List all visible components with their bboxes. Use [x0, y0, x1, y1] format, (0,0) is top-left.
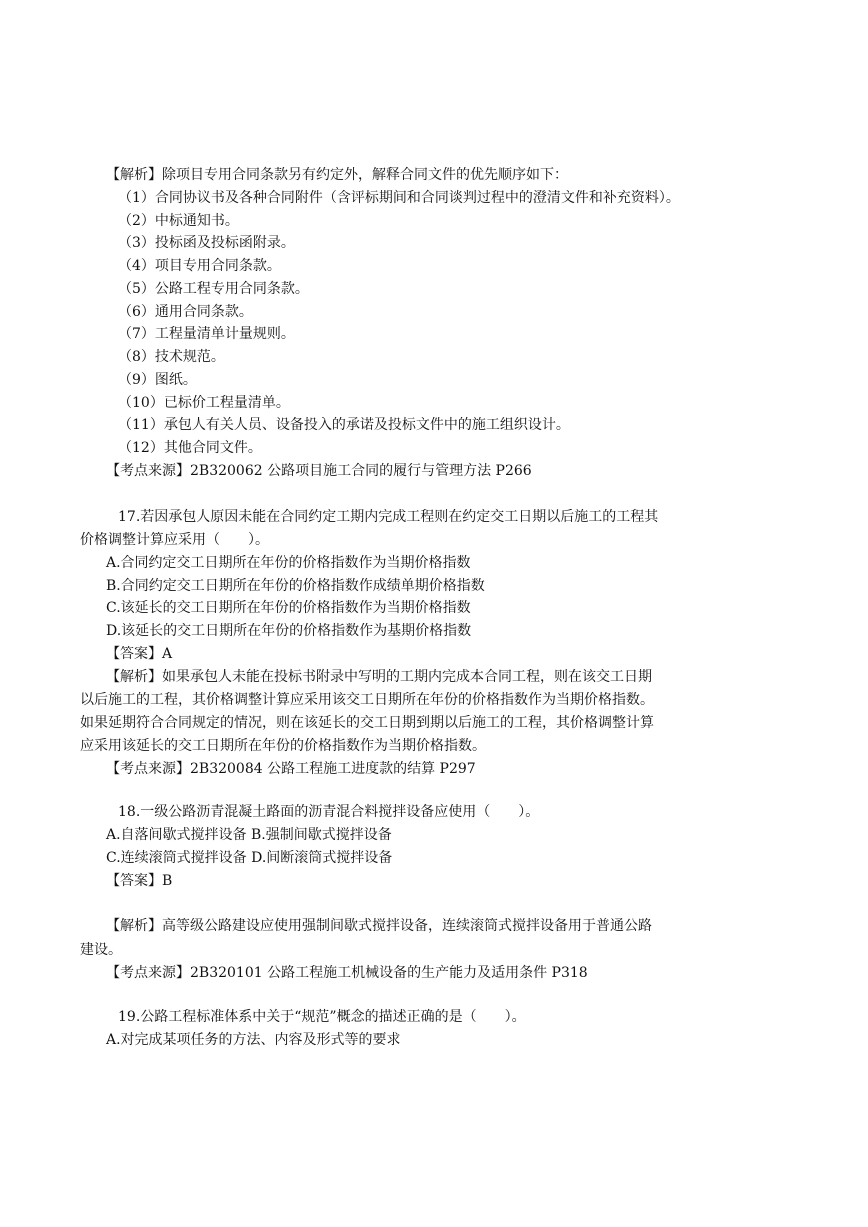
q16-priority-item: （2）中标通知书。: [118, 213, 239, 229]
q16-source: 【考点来源】2B320062 公路项目施工合同的履行与管理方法 P266: [106, 463, 532, 479]
q17-analysis-line: 以后施工的工程，其价格调整计算应采用该交工日期所在年份的价格指数作为当期价格指数。: [80, 692, 654, 708]
q17-analysis-line: 如果延期符合合同规定的情况，则在该延长的交工日期到期以后施工的工程，其价格调整计算: [80, 715, 654, 731]
q18-analysis-line: 建设。: [80, 942, 122, 958]
q16-priority-item: （8）技术规范。: [118, 349, 225, 365]
q16-priority-item: （7）工程量清单计量规则。: [118, 326, 295, 342]
q19-option-a: A.对完成某项任务的方法、内容及形式等的要求: [106, 1032, 401, 1048]
q18-options-ab: A.自落间歇式搅拌设备 B.强制间歇式搅拌设备: [106, 827, 392, 843]
q17-source: 【考点来源】2B320084 公路工程施工进度款的结算 P297: [106, 761, 476, 777]
q16-priority-item: （1）合同协议书及各种合同附件（含评标期间和合同谈判过程中的澄清文件和补充资料）。: [118, 190, 680, 206]
q16-priority-item: （3）投标函及投标函附录。: [118, 235, 295, 251]
q17-analysis-line: 【解析】如果承包人未能在投标书附录中写明的工期内完成本合同工程，则在该交工日期: [106, 669, 652, 685]
q18-answer: 【答案】B: [106, 873, 173, 889]
q18-options-cd: C.连续滚筒式搅拌设备 D.间断滚筒式搅拌设备: [106, 850, 393, 866]
q17-analysis-line: 应采用该延长的交工日期所在年份的价格指数作为当期价格指数。: [80, 738, 486, 754]
q16-priority-item: （6）通用合同条款。: [118, 304, 253, 320]
q17-option-b: B.合同约定交工日期所在年份的价格指数作成绩单期价格指数: [106, 578, 485, 594]
q16-analysis-intro: 【解析】除项目专用合同条款另有约定外，解释合同文件的优先顺序如下：: [106, 167, 568, 183]
q16-priority-item: （5）公路工程专用合同条款。: [118, 281, 309, 297]
q18-stem: 18.一级公路沥青混凝土路面的沥青混合料搅拌设备应使用（ ）。: [118, 804, 540, 820]
q19-stem: 19.公路工程标准体系中关于“规范”概念的描述正确的是（ ）。: [118, 1009, 526, 1025]
q16-priority-item: （10）已标价工程量清单。: [118, 395, 290, 411]
q18-source: 【考点来源】2B320101 公路工程施工机械设备的生产能力及适用条件 P318: [106, 965, 588, 981]
q17-option-a: A.合同约定交工日期所在年份的价格指数作为当期价格指数: [106, 555, 471, 571]
q17-stem: 17.若因承包人原因未能在合同约定工期内完成工程则在约定交工日期以后施工的工程其: [118, 509, 659, 525]
q16-priority-item: （11）承包人有关人员、设备投入的承诺及投标文件中的施工组织设计。: [118, 417, 570, 433]
q18-analysis-line: 【解析】高等级公路建设应使用强制间歇式搅拌设备，连续滚筒式搅拌设备用于普通公路: [106, 918, 652, 934]
q17-answer: 【答案】A: [106, 646, 173, 662]
q16-priority-item: （12）其他合同文件。: [118, 440, 262, 456]
q17-option-c: C.该延长的交工日期所在年份的价格指数作为当期价格指数: [106, 600, 471, 616]
q17-stem-continued: 价格调整计算应采用（ ）。: [80, 532, 269, 548]
q16-priority-item: （9）图纸。: [118, 372, 197, 388]
q17-option-d: D.该延长的交工日期所在年份的价格指数作为基期价格指数: [106, 623, 472, 639]
q16-priority-item: （4）项目专用合同条款。: [118, 258, 281, 274]
